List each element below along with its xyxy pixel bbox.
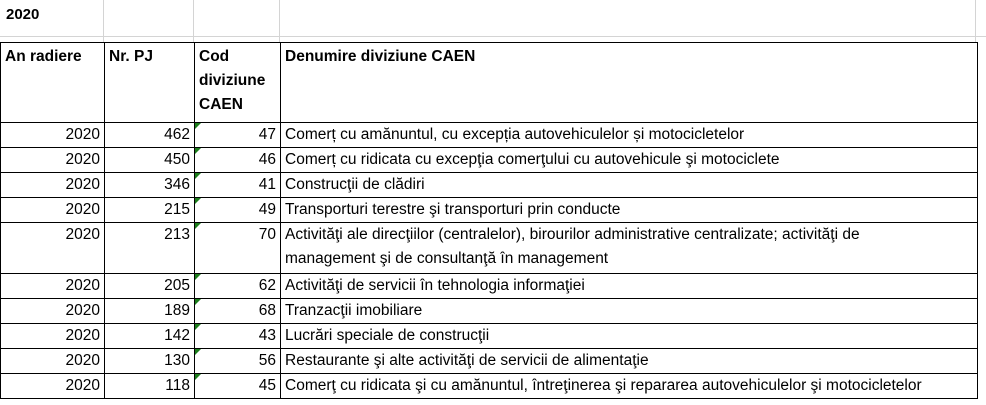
error-marker-icon (195, 349, 201, 355)
cell-cod[interactable] (195, 198, 281, 223)
error-marker-icon (195, 223, 201, 229)
cell-nr-pj[interactable]: 130 (105, 349, 195, 374)
cell-denumire[interactable]: Transporturi terestre şi transporturi prin conducte (281, 198, 978, 223)
table-row (1, 349, 978, 374)
cell-denumire[interactable]: Tranzacţii imobiliare (281, 299, 978, 324)
cell-nr-pj[interactable]: 462 (105, 123, 195, 148)
cell-cod[interactable] (195, 349, 281, 374)
header-an-radiere[interactable]: An radiere (1, 43, 105, 123)
cell-cod-value: 56 (258, 352, 276, 369)
cell-denumire[interactable]: Comerț cu amănuntul, cu excepția autovehiculelor și motocicletelor (281, 123, 978, 148)
sheet-title: 2020 (6, 6, 40, 23)
table-row (1, 223, 978, 274)
header-cod-line3: CAEN (199, 96, 243, 113)
cell-cod[interactable] (195, 148, 281, 173)
header-cod-line1: Cod (199, 48, 230, 65)
error-marker-icon (195, 198, 201, 204)
cell-nr-pj[interactable]: 205 (105, 274, 195, 299)
cell-denumire[interactable] (281, 223, 978, 274)
cell-an[interactable]: 2020 (1, 123, 105, 148)
table-row (1, 374, 978, 399)
table-row (1, 148, 978, 173)
header-denumire[interactable]: Denumire diviziune CAEN (281, 43, 978, 123)
cell-cod-value: 43 (258, 327, 276, 344)
cell-denumire-line1: Activităţi ale direcţiilor (centralelor), birourilor administrative centralizate; activităţi de (285, 226, 860, 243)
cell-cod-value: 49 (258, 201, 276, 218)
data-table (0, 42, 978, 399)
cell-denumire[interactable]: Lucrări speciale de construcţii (281, 324, 978, 349)
cell-cod[interactable] (195, 374, 281, 399)
cell-cod[interactable] (195, 123, 281, 148)
cell-an[interactable]: 2020 (1, 324, 105, 349)
cell-denumire[interactable]: Restaurante şi alte activităţi de servicii de alimentaţie (281, 349, 978, 374)
cell-an[interactable]: 2020 (1, 173, 105, 198)
cell-nr-pj[interactable]: 118 (105, 374, 195, 399)
cell-cod[interactable] (195, 299, 281, 324)
cell-nr-pj[interactable]: 189 (105, 299, 195, 324)
error-marker-icon (195, 324, 201, 330)
error-marker-icon (195, 173, 201, 179)
cell-cod-value: 46 (258, 151, 276, 168)
cell-an[interactable]: 2020 (1, 223, 105, 274)
error-marker-icon (195, 374, 201, 380)
cell-nr-pj[interactable]: 142 (105, 324, 195, 349)
gridline (0, 36, 986, 37)
cell-cod-value: 41 (258, 176, 276, 193)
cell-denumire[interactable]: Comerț cu ridicata cu excepţia comerţului cu autovehicule şi motociclete (281, 148, 978, 173)
error-marker-icon (195, 148, 201, 154)
cell-an[interactable]: 2020 (1, 198, 105, 223)
cell-an[interactable]: 2020 (1, 374, 105, 399)
table-row (1, 198, 978, 223)
cell-an[interactable]: 2020 (1, 148, 105, 173)
error-marker-icon (195, 274, 201, 280)
table-row (1, 299, 978, 324)
cell-an[interactable]: 2020 (1, 299, 105, 324)
error-marker-icon (195, 123, 201, 129)
cell-denumire[interactable]: Construcţii de clădiri (281, 173, 978, 198)
cell-cod-value: 47 (258, 126, 276, 143)
cell-cod-value: 45 (258, 377, 276, 394)
cell-cod-value: 70 (258, 226, 276, 243)
cell-cod[interactable] (195, 173, 281, 198)
table-row (1, 274, 978, 299)
table-row (1, 173, 978, 198)
cell-nr-pj[interactable]: 346 (105, 173, 195, 198)
cell-cod[interactable] (195, 223, 281, 274)
table-row (1, 123, 978, 148)
cell-nr-pj[interactable]: 213 (105, 223, 195, 274)
cell-cod[interactable] (195, 274, 281, 299)
cell-an[interactable]: 2020 (1, 349, 105, 374)
cell-denumire[interactable]: Comerţ cu ridicata şi cu amănuntul, întreţinerea şi repararea autovehiculelor şi motocicletelor (281, 374, 978, 399)
cell-denumire-line2: management şi de consultanţă în management (285, 250, 609, 267)
table-row (1, 324, 978, 349)
cell-an[interactable]: 2020 (1, 274, 105, 299)
error-marker-icon (195, 299, 201, 305)
header-nr-pj[interactable]: Nr. PJ (105, 43, 195, 123)
header-cod-diviziune[interactable] (195, 43, 281, 123)
header-cod-line2: diviziune (199, 72, 266, 89)
cell-cod-value: 68 (258, 302, 276, 319)
cell-cod-value: 62 (258, 277, 276, 294)
cell-cod[interactable] (195, 324, 281, 349)
cell-nr-pj[interactable]: 450 (105, 148, 195, 173)
cell-nr-pj[interactable]: 215 (105, 198, 195, 223)
header-row (1, 43, 978, 123)
cell-denumire[interactable]: Activităţi de servicii în tehnologia informaţiei (281, 274, 978, 299)
